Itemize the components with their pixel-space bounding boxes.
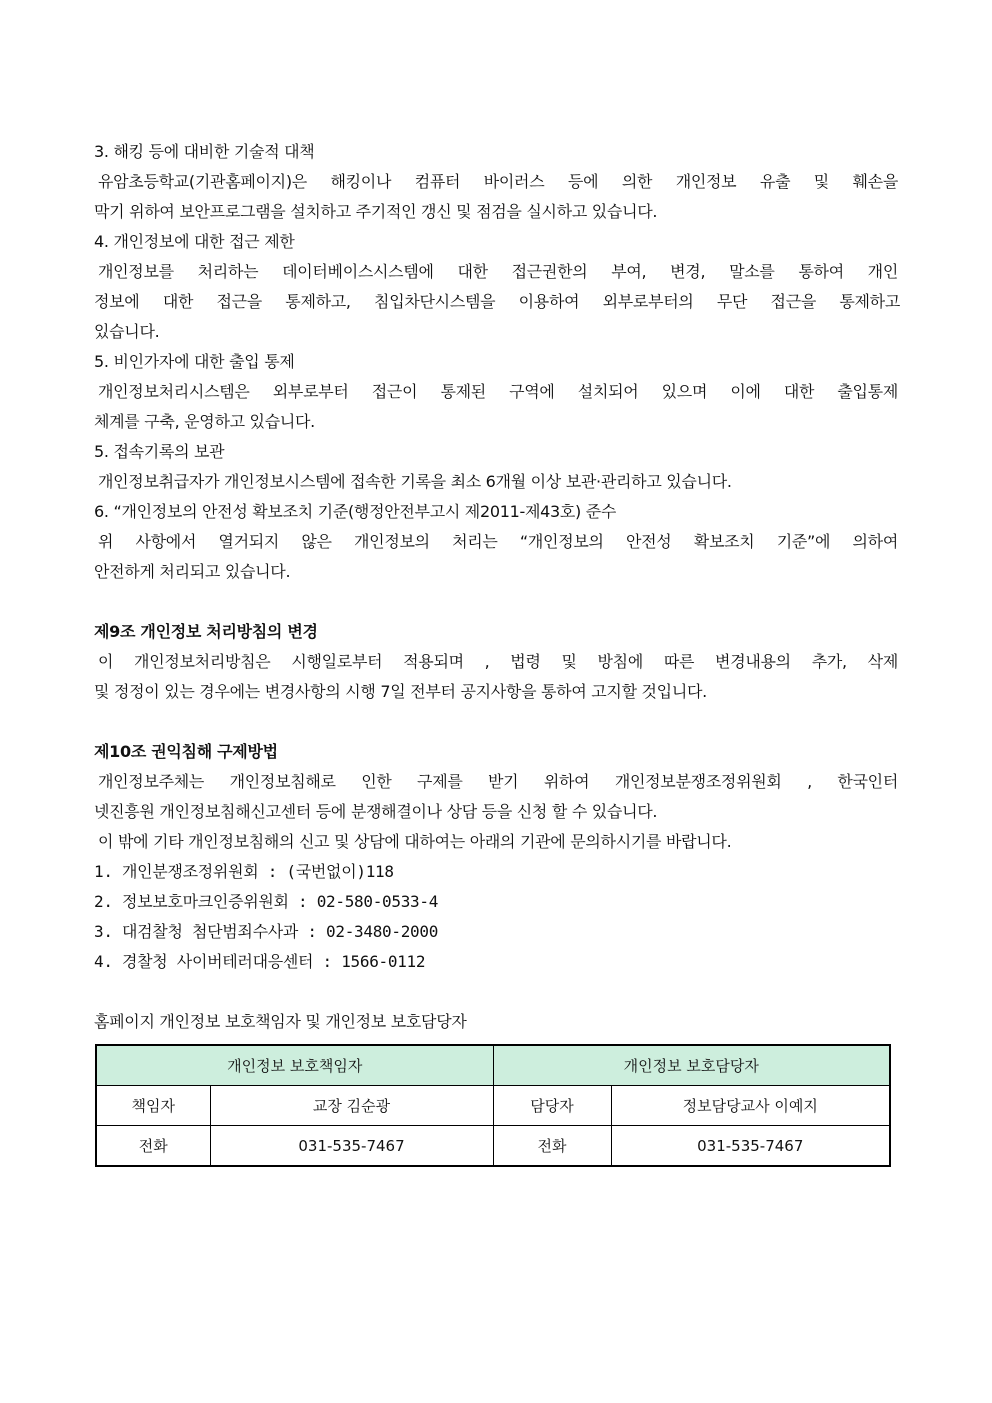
compliance-line: 안전하게 처리되고 있습니다. bbox=[94, 562, 291, 581]
compliance-title: 6. “개인정보의 안전성 확보조치 기준(행정안전부고시 제2011-제43호) 준수 bbox=[94, 502, 617, 521]
access-limit-line: 정보에 대한 접근을 통제하고, 침입차단시스템을 이용하여 외부로부터의 무단 접근을 통제하고 bbox=[94, 292, 900, 311]
officer-label: 책임자 bbox=[96, 1086, 210, 1126]
entry-control-line: 체계를 구축, 운영하고 있습니다. bbox=[94, 412, 315, 431]
table-header-row bbox=[96, 1045, 890, 1086]
officer-phone-label: 전화 bbox=[96, 1126, 210, 1167]
manager-label: 담당자 bbox=[493, 1086, 611, 1126]
article9-line: 이 개인정보처리방침은 시행일로부터 적용되며 , 법령 및 방침에 따른 변경내용의 추가, 삭제 bbox=[98, 652, 898, 671]
agency-item: 3. 대검찰청 첨단범죄수사과 : 02-3480-2000 bbox=[94, 922, 439, 941]
agency-item: 1. 개인분쟁조정위원회 : (국번없이)118 bbox=[94, 862, 394, 881]
contacts-table-caption: 홈페이지 개인정보 보호책임자 및 개인정보 보호담당자 bbox=[94, 1012, 467, 1031]
manager-phone: 031-535-7467 bbox=[611, 1126, 890, 1167]
entry-control-line: 개인정보처리시스템은 외부로부터 접근이 통제된 구역에 설치되어 있으며 이에 대한 출입통제 bbox=[98, 382, 898, 401]
officer-name: 교장 김순광 bbox=[210, 1086, 493, 1126]
header-manager: 개인정보 보호담당자 bbox=[493, 1045, 890, 1086]
manager-name: 정보담당교사 이예지 bbox=[611, 1086, 890, 1126]
table-row bbox=[96, 1086, 890, 1126]
agency-item: 2. 정보보호마크인증위원회 : 02-580-0533-4 bbox=[94, 892, 439, 911]
agency-item: 4. 경찰청 사이버테러대응센터 : 1566-0112 bbox=[94, 952, 426, 971]
table-row bbox=[96, 1126, 890, 1167]
entry-control-title: 5. 비인가자에 대한 출입 통제 bbox=[94, 352, 295, 371]
header-officer: 개인정보 보호책임자 bbox=[96, 1045, 493, 1086]
article10-heading: 제10조 권익침해 구제방법 bbox=[94, 742, 278, 761]
access-logs-title: 5. 접속기록의 보관 bbox=[94, 442, 225, 461]
access-limit-line: 개인정보를 처리하는 데이터베이스시스템에 대한 접근권한의 부여, 변경, 말소를 통하여 개인 bbox=[98, 262, 898, 281]
article10-line: 넷진흥원 개인정보침해신고센터 등에 분쟁해결이나 상담 등을 신청 할 수 있습니다. bbox=[94, 802, 658, 821]
officer-phone: 031-535-7467 bbox=[210, 1126, 493, 1167]
manager-phone-label: 전화 bbox=[493, 1126, 611, 1167]
tech-measures-title: 3. 해킹 등에 대비한 기술적 대책 bbox=[94, 142, 315, 161]
tech-measures-line: 막기 위하여 보안프로그램을 설치하고 주기적인 갱신 및 점검을 실시하고 있습니다. bbox=[94, 202, 658, 221]
tech-measures-line: 유암초등학교(기관홈페이지)은 해킹이나 컴퓨터 바이러스 등에 의한 개인정보 유출 및 훼손을 bbox=[98, 172, 898, 191]
article10-line: 이 밖에 기타 개인정보침해의 신고 및 상담에 대하여는 아래의 기관에 문의하시기를 바랍니다. bbox=[98, 832, 732, 851]
article10-line: 개인정보주체는 개인정보침해로 인한 구제를 받기 위하여 개인정보분쟁조정위원회 , 한국인터 bbox=[98, 772, 898, 791]
access-limit-title: 4. 개인정보에 대한 접근 제한 bbox=[94, 232, 295, 251]
access-logs-line: 개인정보취급자가 개인정보시스템에 접속한 기록을 최소 6개월 이상 보관·관리하고 있습니다. bbox=[98, 472, 732, 491]
contacts-table bbox=[95, 1044, 891, 1167]
access-limit-line: 있습니다. bbox=[94, 322, 160, 341]
compliance-line: 위 사항에서 열거되지 않은 개인정보의 처리는 “개인정보의 안전성 확보조치 기준”에 의하여 bbox=[98, 532, 898, 551]
article9-heading: 제9조 개인정보 처리방침의 변경 bbox=[94, 622, 318, 641]
article9-line: 및 정정이 있는 경우에는 변경사항의 시행 7일 전부터 공지사항을 통하여 고지할 것입니다. bbox=[94, 682, 707, 701]
